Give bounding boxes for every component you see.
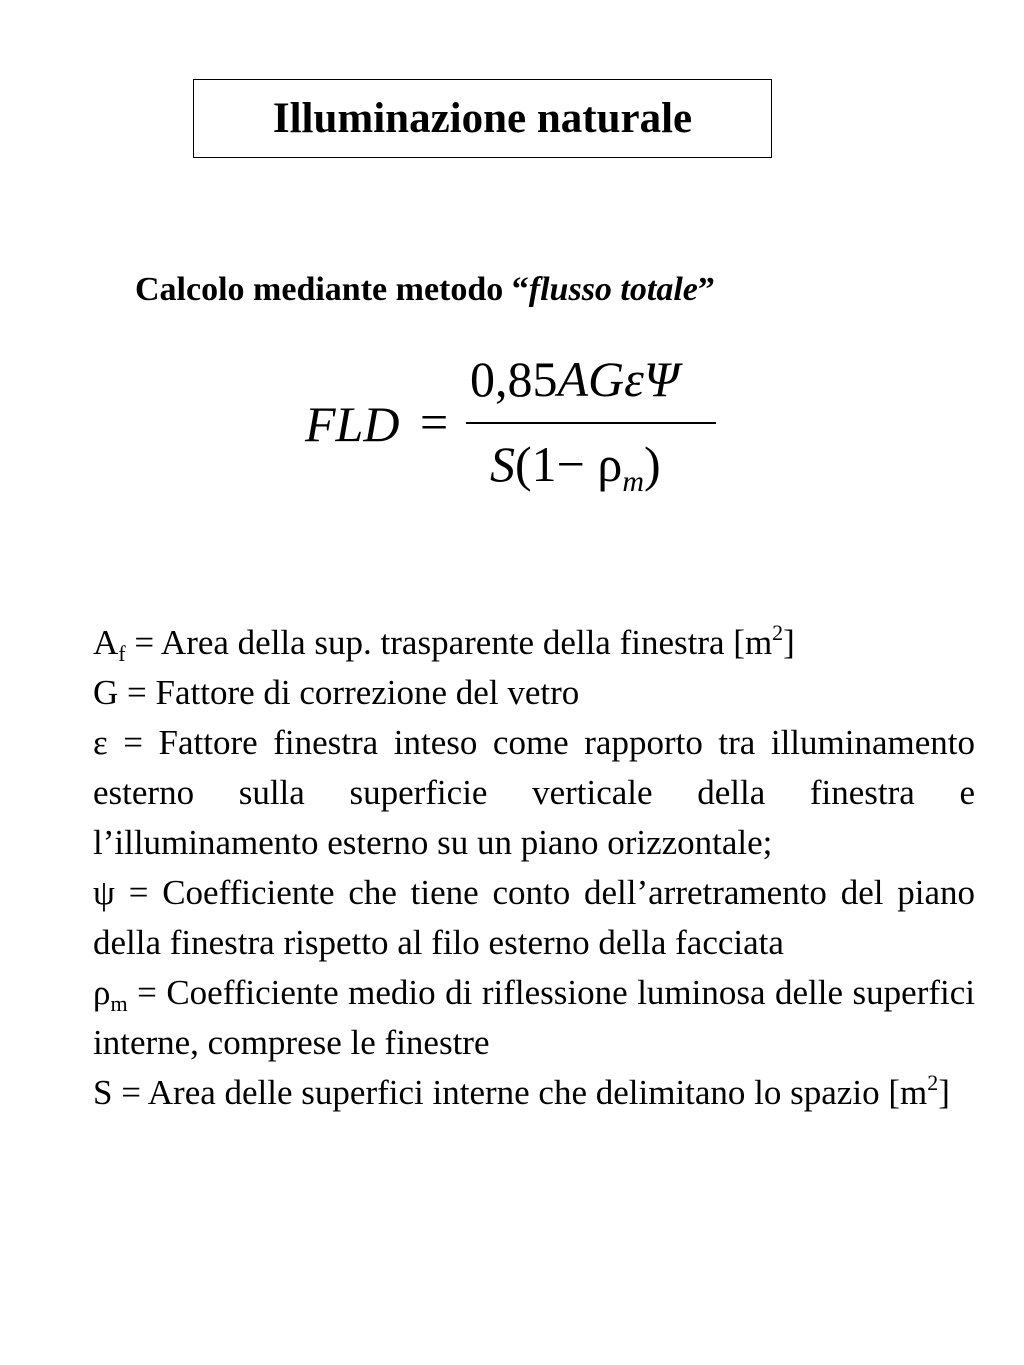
def-subscript: f [118, 641, 126, 666]
formula-denominator [490, 435, 661, 499]
definition-g [93, 668, 975, 718]
def-text: = Area della sup. trasparente della finestra [m [125, 623, 773, 662]
def-symbol: A [93, 623, 119, 662]
formula-equals: = [420, 394, 449, 450]
def-text: = Coefficiente che tiene conto dell’arretramento del piano della finestra rispetto al filo esterno della facciata [93, 873, 975, 962]
definition-af [93, 618, 975, 668]
def-text: = Fattore finestra inteso come rapporto tra illuminamento esterno sulla superficie verticale della finestra e l’illuminamento esterno su un piano orizzontale; [93, 723, 975, 862]
definition-s [93, 1068, 975, 1118]
formula-numerator [470, 350, 679, 408]
denominator-s: S [490, 436, 515, 492]
def-text: = Area delle superfici interne che delimitano lo spazio [m [112, 1073, 928, 1112]
def-symbol: ψ [93, 873, 115, 912]
formula-lhs: FLD [305, 396, 400, 452]
subtitle-suffix: ” [697, 271, 715, 308]
def-superscript: 2 [927, 1070, 939, 1095]
definitions-list [93, 618, 975, 1118]
subtitle-method: flusso totale [528, 271, 698, 308]
def-tail: ] [783, 623, 795, 662]
denominator-open: (1− ρ [515, 436, 623, 492]
def-symbol: S [93, 1073, 113, 1112]
fraction-bar [466, 422, 716, 424]
def-symbol: ε [93, 723, 108, 762]
def-text: = Coefficiente medio di riflessione luminosa delle superfici interne, comprese le finestre [93, 973, 975, 1062]
title-box [193, 79, 772, 158]
def-text: = Fattore di correzione del vetro [118, 673, 580, 712]
denominator-sub: m [622, 465, 644, 498]
page-title: Illuminazione naturale [272, 95, 693, 142]
def-subscript: m [110, 991, 128, 1016]
numerator-constant: 0,85 [470, 351, 558, 407]
numerator-variables: AGεΨ [557, 351, 680, 407]
subtitle [135, 270, 715, 311]
def-symbol: ρ [93, 973, 111, 1012]
definition-epsilon [93, 718, 975, 868]
fld-formula [300, 350, 740, 520]
def-tail: ] [938, 1073, 950, 1112]
definition-psi [93, 868, 975, 968]
def-superscript: 2 [772, 620, 784, 645]
subtitle-prefix: Calcolo mediante metodo “ [135, 271, 529, 308]
def-symbol: G [93, 673, 119, 712]
denominator-close: ) [643, 436, 661, 492]
definition-rho [93, 968, 975, 1068]
